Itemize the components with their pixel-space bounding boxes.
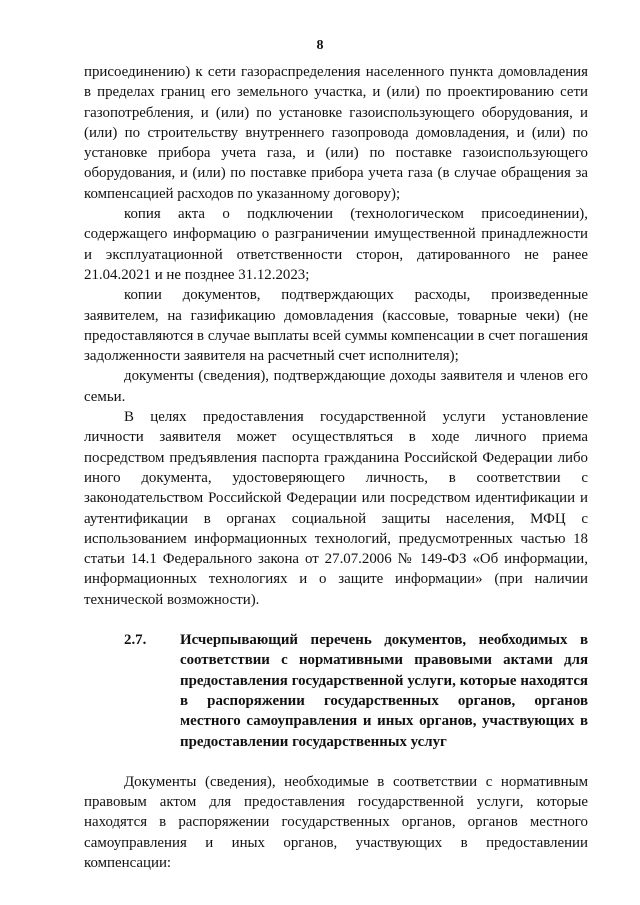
paragraph-connection-act: копия акта о подключении (технологическом присоединении), содержащего информацию о разграничении имущественной принадлежности и эксплуатационной ответственности сторон, датированного не ранее 21.04.2021 и не позднее 31.12.2023; xyxy=(84,206,588,283)
paragraph-income-documents: документы (сведения), подтверждающие доходы заявителя и членов его семьи. xyxy=(84,368,588,405)
paragraph-identity: В целях предоставления государственной услуги установление личности заявителя может осуществляться в ходе личного приема посредством предъявления паспорта гражданина Российской Федерации либо иного документа, удостоверяющего личность, в соответствии с законодательством Российской Федерации или посредством идентификации и аутентификации в органах социальной защиты населения, МФЦ с использованием информационных технологий, предусмотренных частью 18 статьи 14.1 Федерального закона от 27.07.2006 № 149-ФЗ «Об информации, информационных технологиях и о защите информации» (при наличии технической возможности). xyxy=(84,409,588,608)
document-body xyxy=(84,62,588,873)
paragraph-documents-in-agencies: Документы (сведения), необходимые в соответствии с нормативным правовым актом для предоставления государственной услуги, которые находятся в распоряжении государственных органов, органов местного самоуправления и иных органов, участвующих в предоставлении компенсации: xyxy=(84,773,588,871)
section-number: 2.7. xyxy=(124,632,147,649)
paragraph-expense-documents: копии документов, подтверждающих расходы, произведенные заявителем, на газификацию домовладения (кассовые, товарные чеки) (не предоставляются в случае выплаты всей суммы компенсации в счет погашения задолженности заявителя на расчетный счет исполнителя); xyxy=(84,287,588,365)
page-number: 8 xyxy=(316,38,324,53)
paragraph-continuation: присоединению) к сети газораспределения населенного пункта домовладения в пределах границ его земельного участка, и (или) по проектированию сети газопотребления, и (или) по установке газоиспользующего оборудования, и (или) по строительству внутреннего газопровода домовладения, и (или) по установке прибора учета газа, и (или) по поставке газоиспользующего оборудования, и (или) по поставке прибора учета газа (в случае обращения за компенсацией расходов по указанному договору); xyxy=(84,64,588,202)
section-heading xyxy=(84,630,588,752)
section-title: Исчерпывающий перечень документов, необходимых в соответствии с нормативными правовыми актами для предоставления государственной услуги, которые находятся в распоряжении государственных органов, органов местного самоуправления и иных органов, участвующих в предоставлении государственных услуг xyxy=(180,632,588,750)
